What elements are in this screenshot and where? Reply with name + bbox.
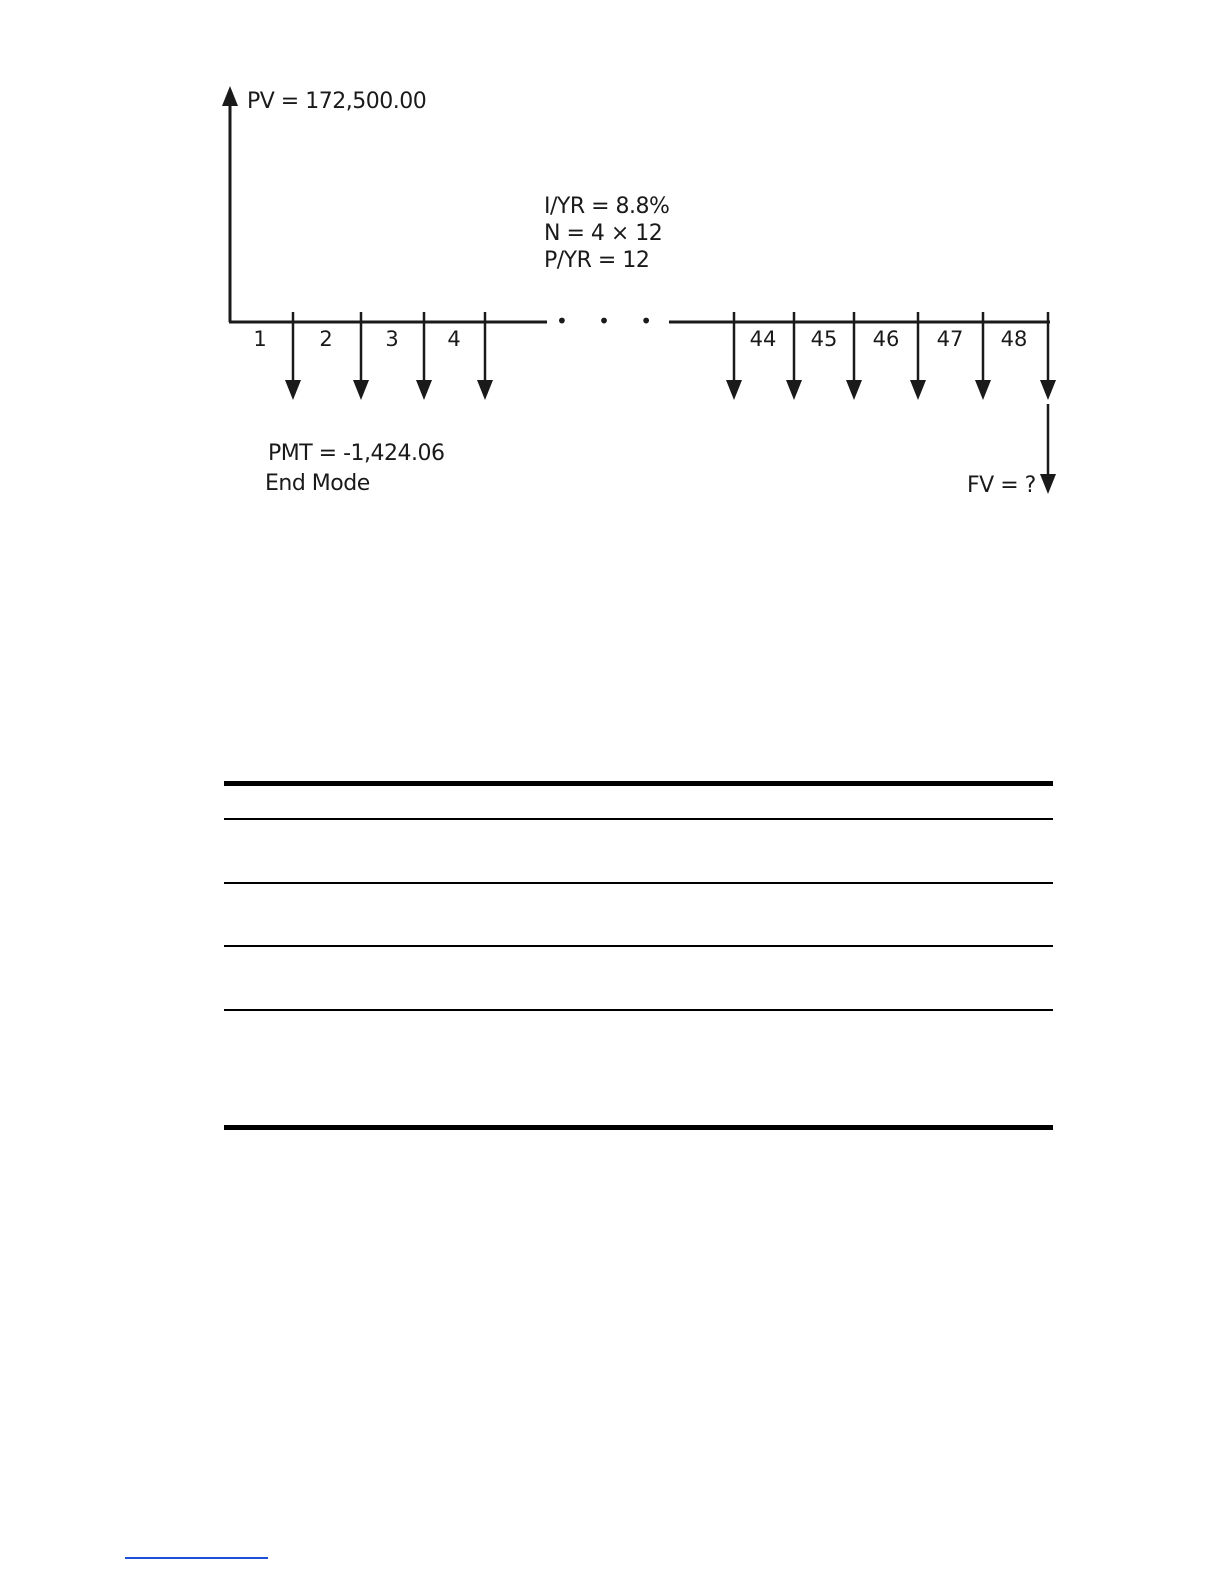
period-label: 4 [447, 327, 461, 351]
footer-link-underline[interactable] [125, 1557, 268, 1559]
mode-label: End Mode [265, 471, 370, 496]
pyr-label: P/YR = 12 [544, 248, 650, 273]
period-label: 47 [936, 327, 964, 351]
pmt-label: PMT = -1,424.06 [268, 441, 445, 466]
payment-arrow-final [1040, 322, 1056, 400]
table-row-rule [224, 945, 1053, 947]
payment-arrow-44 [726, 312, 742, 400]
period-label: 1 [253, 327, 267, 351]
table-top-rule [224, 781, 1053, 786]
cash-flow-diagram [0, 0, 1224, 560]
timeline-ellipsis: • • • [555, 309, 665, 333]
payment-arrow-4 [477, 312, 493, 400]
payment-arrow-45 [786, 312, 802, 400]
table-header-rule [224, 818, 1053, 820]
n-label: N = 4 × 12 [544, 221, 663, 246]
table-bottom-rule [224, 1125, 1053, 1130]
payment-arrow-2 [353, 312, 369, 400]
payment-arrow-3 [416, 312, 432, 400]
payment-arrow-47 [910, 312, 926, 400]
payment-arrow-48 [975, 312, 991, 400]
period-label: 2 [319, 327, 333, 351]
period-label: 44 [749, 327, 777, 351]
period-label: 46 [872, 327, 900, 351]
pv-arrow [222, 86, 238, 322]
payment-arrow-46 [846, 312, 862, 400]
table-row-rule [224, 882, 1053, 884]
period-label: 48 [1000, 327, 1028, 351]
fv-label: FV = ? [967, 473, 1036, 498]
rate-label: I/YR = 8.8% [544, 194, 670, 219]
pv-label: PV = 172,500.00 [247, 89, 427, 114]
payment-arrow-1 [285, 312, 301, 400]
fv-arrow [1040, 404, 1056, 494]
period-label: 3 [385, 327, 399, 351]
period-label: 45 [810, 327, 838, 351]
table-row-rule [224, 1009, 1053, 1011]
